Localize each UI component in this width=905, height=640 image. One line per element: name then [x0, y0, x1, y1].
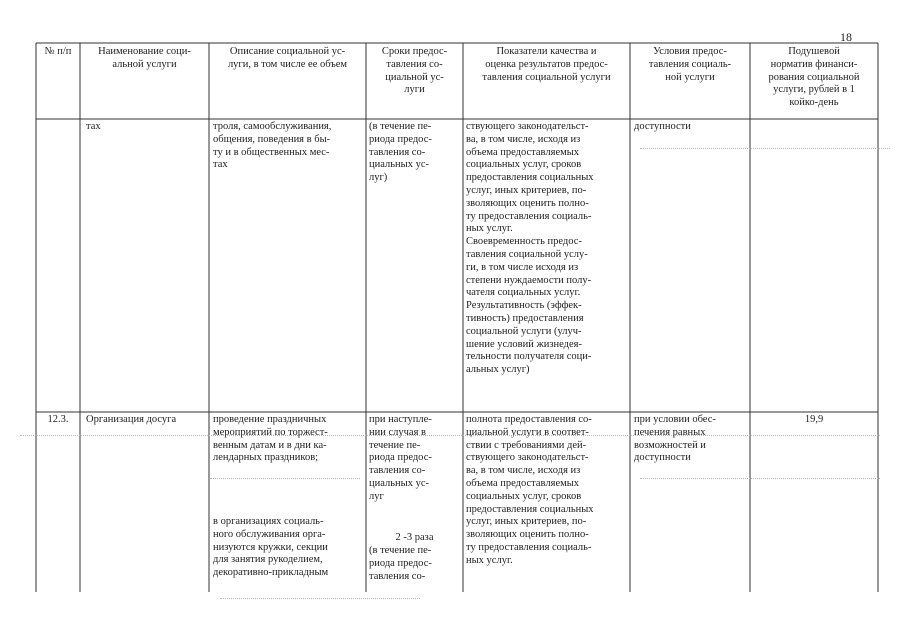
scan-dotted-line — [640, 478, 880, 479]
header-service-conditions: Условия предос- тавления социаль- ной услуги — [648, 46, 732, 83]
header-number: № п/п — [44, 46, 72, 57]
row2-service-name: Организация досуга — [86, 414, 177, 425]
row1-quality-indicators: ствующего законодательст- ва, в том числе, исходя из объема предоставляемых социальных услуг, сроков предоставления социальных услуг, иных критериев, по- зволяющих оценить полно- ту предоставления социаль- ных услуг. Своевременность предос- тавления социальной услу- ги, в том числе исходя из степени нуждаемости полу- чателя социальных услуг. Результативность (эффек- тивность) предоставления социальной услуги (улуч- шение условий жизнедея- тельности получателя соци- альных услуг) — [466, 121, 594, 376]
row2-terms-period: (в течение пе- риода предос- тавления со- — [369, 545, 432, 582]
row2-financing-norm: 19,9 — [804, 414, 824, 425]
row2-description-holidays: проведение праздничных мероприятий по торжест- венным датам и в дни ка- лендарных праздников; — [213, 414, 328, 464]
scan-dotted-line — [220, 598, 420, 599]
row1-service-name: тах — [86, 121, 101, 132]
header-service-name: Наименование соци- альной услуги — [98, 46, 191, 70]
row2-terms-frequency: 2 -3 раза — [395, 532, 434, 543]
row2-service-conditions: при условии обес- печения равных возможностей и доступности — [634, 414, 716, 464]
row1-service-conditions: доступности — [634, 121, 691, 132]
header-financing-norm: Подушевой норматив финанси- рования социальной услуги, рублей в 1 койко-день — [768, 46, 860, 109]
page-number: 18 — [840, 30, 852, 44]
row2-quality-indicators: полнота предоставления со- циальной услуги в соответ- ствии с требованиями дей- ствующего законодательст- ва, в том числе, исходя из объема предоставляемых социальных услуг, сроков предоставления социальных услуг, иных критериев, по- зволяющих оценить полно- ту предоставления социаль- ных услуг. — [466, 414, 594, 566]
row2-description-clubs: в организациях социаль- ного обслуживания орга- низуются кружки, секции для занятия рукоделием, декоративно-прикладным — [213, 516, 329, 579]
row1-service-description: троля, самообслуживания, общения, поведения в бы- ту и в общественных мес- тах — [213, 121, 332, 171]
row1-service-terms: (в течение пе- риода предос- тавления со- циальных ус- луг) — [369, 121, 432, 184]
header-quality-indicators: Показатели качества и оценка результатов предос- тавления социальной услуги — [482, 46, 611, 83]
header-service-description: Описание социальной ус- луги, в том числе ее объем — [227, 46, 348, 70]
row2-terms-on-occasion: при наступле- нии случая в течение пе- риода предос- тавления со- циальных ус- луг — [369, 414, 432, 502]
scan-dotted-line — [640, 148, 890, 149]
header-service-terms: Сроки предос- тавления со- циальной ус- луги — [381, 46, 448, 96]
row2-number: 12.3. — [47, 414, 69, 425]
scan-dotted-line — [210, 478, 360, 479]
